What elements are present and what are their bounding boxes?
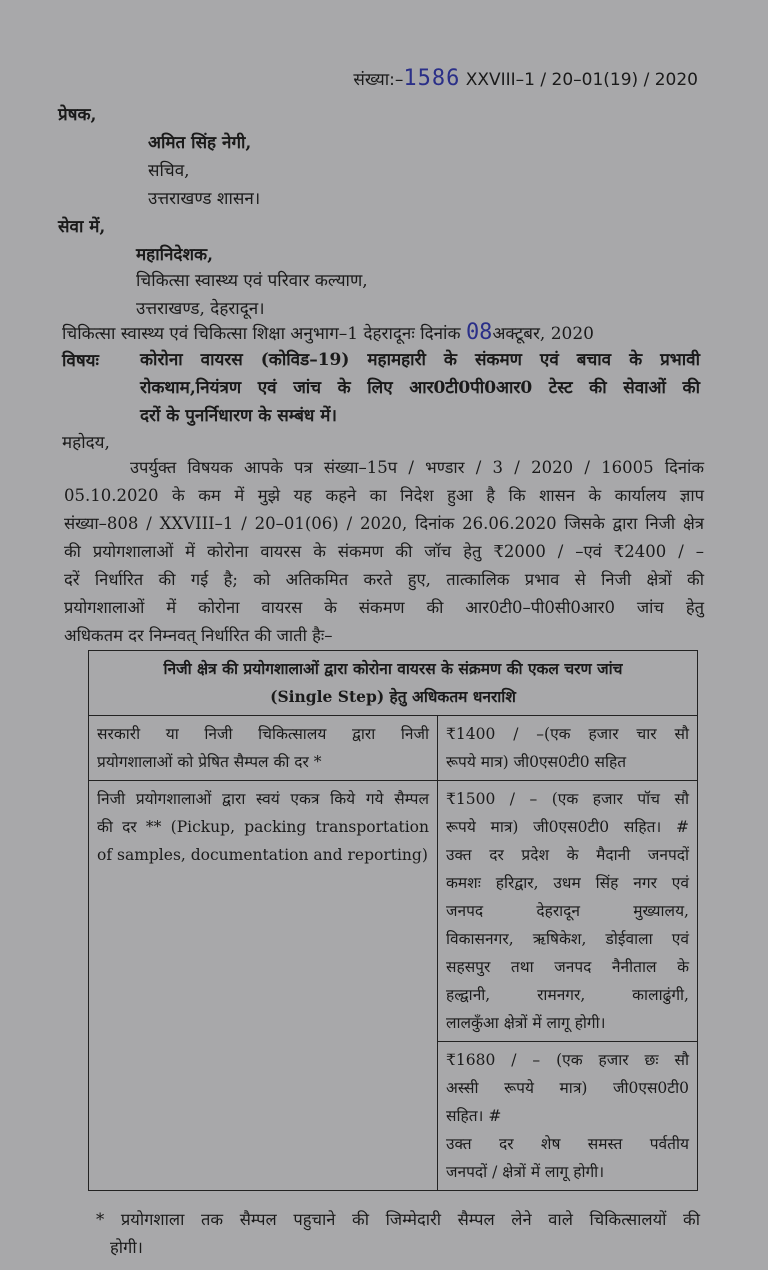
row1-rate: ₹1400 / –(एक हजार चार सौ रूपये मात्र) जी0एस0टी0 सहित [438, 716, 698, 781]
subject-label: विषयः [62, 351, 99, 371]
recipient-dept: चिकित्सा स्वास्थ्य एवं परिवार कल्याण, [136, 271, 368, 291]
row1-description: सरकारी या निजी चिकित्सालय द्वारा निजी प्रयोगशालाओं को प्रेषित सैम्पल की दर * [89, 716, 438, 781]
handwritten-number: 1586 [403, 66, 461, 91]
recipient-place: उत्तराखण्ड, देहरादून। [136, 299, 265, 319]
section-date-line [62, 320, 594, 345]
sender-name: अमित सिंह नेगी, [148, 133, 252, 153]
reference-number [353, 66, 698, 91]
salutation: महोदय, [62, 433, 110, 453]
recipient-label: सेवा में, [58, 217, 106, 237]
section-text: चिकित्सा स्वास्थ्य एवं चिकित्सा शिक्षा अनुभाग–1 देहरादूनः दिनांक [62, 324, 461, 344]
subject-text: कोरोना वायरस (कोविड–19) महामहारी के संकमण एवं बचाव के प्रभावी रोकथाम,नियंत्रण एवं जांच के लिए आर0टी0पी0आर0 टेस्ट की सेवाओं की दरों के पुनर्निधारण के सम्बंध में। [140, 350, 700, 426]
row2-rate-plains: ₹1500 / – (एक हजार पॉच सौ रूपये मात्र) जी0एस0टी0 सहित। # उक्त दर प्रदेश के मैदानी जनपदों कमशः हरिद्वार, उधम सिंह नगर एवं जनपद देहरादून मुख्यालय, विकासनगर, ऋषिकेश, डोईवाला एवं सहसपुर तथा जनपद नैनीताल के हल्द्वानी, रामनगर, कालाढुंगी, लालकुँआ क्षेत्रों में लागू होगी। [438, 781, 698, 1042]
footnote: * प्रयोगशाला तक सैम्पल पहुचाने की जिम्मेदारी सैम्पल लेने वाले चिकित्सालयों की होगी। [96, 1210, 700, 1257]
table-row [89, 716, 698, 781]
sender-label: प्रेषक, [58, 105, 97, 125]
date-rest: अक्टूबर, 2020 [492, 324, 594, 344]
recipient-name: महानिदेशक, [136, 245, 213, 265]
sender-post: सचिव, [148, 161, 190, 181]
reference-suffix: XXVIII–1 / 20–01(19) / 2020 [465, 70, 698, 90]
table-heading: निजी क्षेत्र की प्रयोगशालाओं द्वारा कोरोना वायरस के संक्रमण की एकल चरण जांच (Single Step) हेतु अधिकतम धनराशि [89, 651, 698, 716]
body-paragraph: उपर्युक्त विषयक आपके पत्र संख्या–15प / भण्डार / 3 / 2020 / 16005 दिनांक 05.10.2020 के कम में मुझे यह कहने का निदेश हुआ है कि शासन के कार्यालय ज्ञाप संख्या–808 / XXVIII–1 / 20–01(06) / 2020, दिनांक 26.06.2020 जिसके द्वारा निजी क्षेत्र की प्रयोगशालाओं में कोरोना वायरस के संकमण की जॉच हेतु ₹2000 / –एवं ₹2400 / – दरें निर्धारित की गई है; को अतिकमित करते हुए, तात्कालिक प्रभाव से निजी क्षेत्रों की प्रयोगशालाओं में कोरोना वायरस के संकमण की आर0टी0–पी0सी0आर0 जांच हेतु अधिकतम दर निम्नवत् निर्धारित की जाती हैः– [64, 458, 704, 645]
rate-table [88, 650, 698, 1191]
table-row [89, 781, 698, 1042]
reference-prefix: संख्या:– [353, 70, 404, 90]
handwritten-date: 08 [465, 320, 493, 345]
row2-rate-hills: ₹1680 / – (एक हजार छः सौ अस्सी रूपये मात्र) जी0एस0टी0 सहित। # उक्त दर शेष समस्त पर्वतीय जनपदों / क्षेत्रों में लागू होगी। [438, 1042, 698, 1191]
row2-description: निजी प्रयोगशालाओं द्वारा स्वयं एकत्र किये गये सैम्पल की दर ** (Pickup, packing transportation of samples, documentation and reporting) [89, 781, 438, 1191]
sender-office: उत्तराखण्ड शासन। [148, 189, 261, 209]
